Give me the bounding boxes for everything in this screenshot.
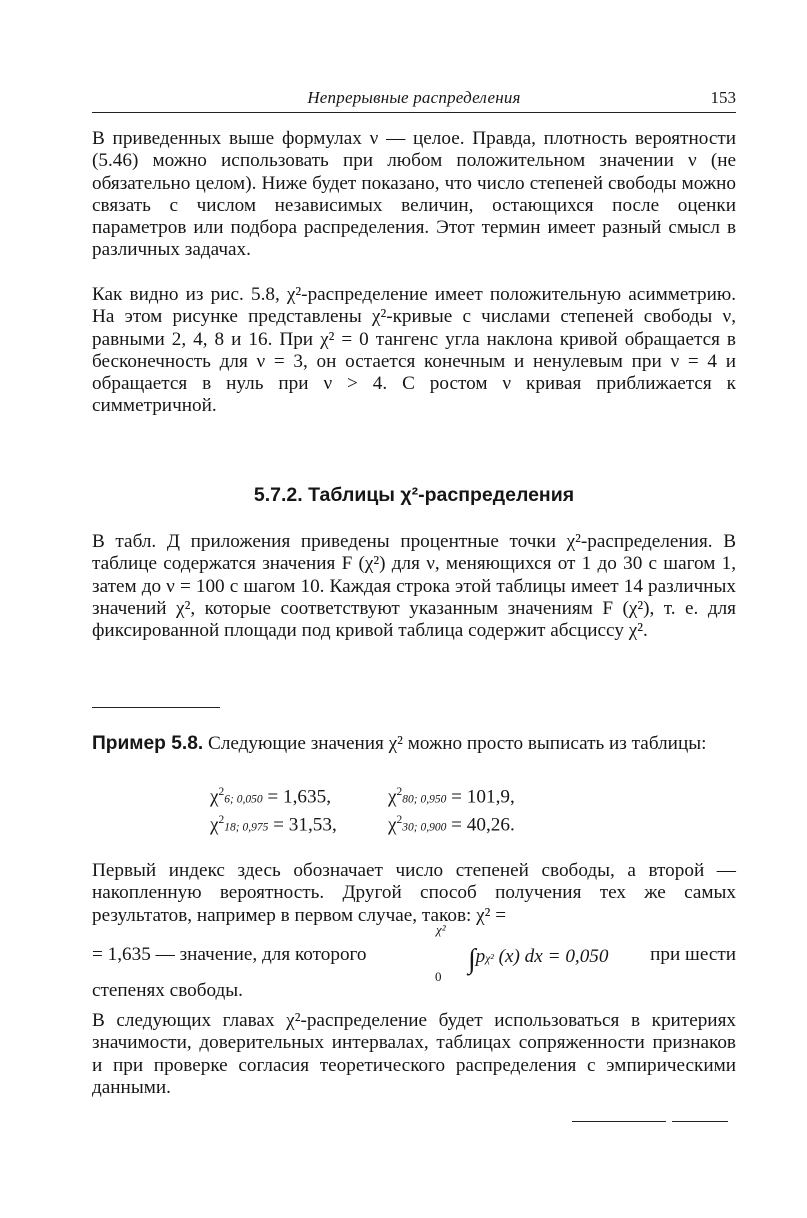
page-number: 153 <box>710 88 736 107</box>
paragraph-2: Как видно из рис. 5.8, χ²-распределение имеет положительную асимметрию. На этом рисунке представлены χ²-кривые с числами степеней свободы ν, равными 2, 4, 8 и 16. При χ² = 0 тангенс угла наклона кривой обращается в бесконечность для ν = 3, он остается конечным и ненулевым при ν = 4 и обращается в нуль при ν > 4. С ростом ν кривая приближается к симметричной. <box>92 284 736 417</box>
formula: $\chi^230$; 0,900 = 40,26. <box>388 814 515 836</box>
integral-lead-text: = 1,635 — значение, для которого <box>92 944 367 965</box>
formula: $\chi^280$; 0,950 = 101,9, <box>388 786 515 808</box>
paragraph-3: В табл. Д приложения приведены процентные точки χ²-распределения. В таблице содержатся значения F (χ²) для ν, меняющихся от 1 до 30 с шагом 1, затем до ν = 100 с шагом 10. Каждая строка этой таблицы имеет 14 различных значений χ², которые соответствуют указанным значениям F (χ²), т. е. для фиксированной площади под кривой таблица содержит абсциссу χ². <box>92 531 736 642</box>
integral-line <box>92 922 736 984</box>
integral-expression: ∫pχ² (x) dx = 0,050 <box>468 944 609 975</box>
end-rule <box>672 1121 728 1122</box>
end-rule <box>572 1121 666 1122</box>
formula: $\chi^218$; 0,975 = 31,53, <box>210 814 337 836</box>
formula: $\chi^26$; 0,050 = 1,635, <box>210 786 332 808</box>
section-heading: 5.7.2. Таблицы χ²-распределения <box>253 484 575 506</box>
paragraph-1: В приведенных выше формулах ν — целое. Правда, плотность вероятности (5.46) можно использовать при любом положительном значении ν (не обязательно целом). Ниже будет показано, что число степеней свободы можно связать с числом независимых величин, остающихся после оценки параметров или подбора распределения. Этот термин имеет разный смысл в различных задачах. <box>92 128 736 261</box>
paragraph-5: В следующих главах χ²-распределение будет использоваться в критериях значимости, доверительных интервалах, таблицах сопряженности признаков и при проверке согласия теоретического распределения с эмпирическими данными. <box>92 1010 736 1098</box>
formula-row <box>210 786 670 814</box>
integral-upper-limit: χ² <box>436 922 446 937</box>
separator-rule <box>92 707 220 708</box>
integral-tail: степенях свободы. <box>92 980 243 1001</box>
example-label: Пример 5.8. <box>92 733 204 754</box>
example-text: Следующие значения χ² можно просто выписать из таблицы: <box>203 733 707 754</box>
formula-row <box>210 814 670 842</box>
integral-trail-text: при шести <box>650 944 736 965</box>
example-block <box>92 733 736 755</box>
integral-sign: ∫ <box>468 944 476 975</box>
integral-lower-limit: 0 <box>435 969 442 984</box>
formula-table <box>210 786 670 842</box>
running-head <box>92 88 736 113</box>
paragraph-4: Первый индекс здесь обозначает число степеней свободы, а второй — накопленную вероятность. Другой способ получения тех же самых результатов, например в первом случае, таков: χ² = <box>92 860 736 926</box>
running-head-title: Непрерывные распределения <box>307 88 521 107</box>
